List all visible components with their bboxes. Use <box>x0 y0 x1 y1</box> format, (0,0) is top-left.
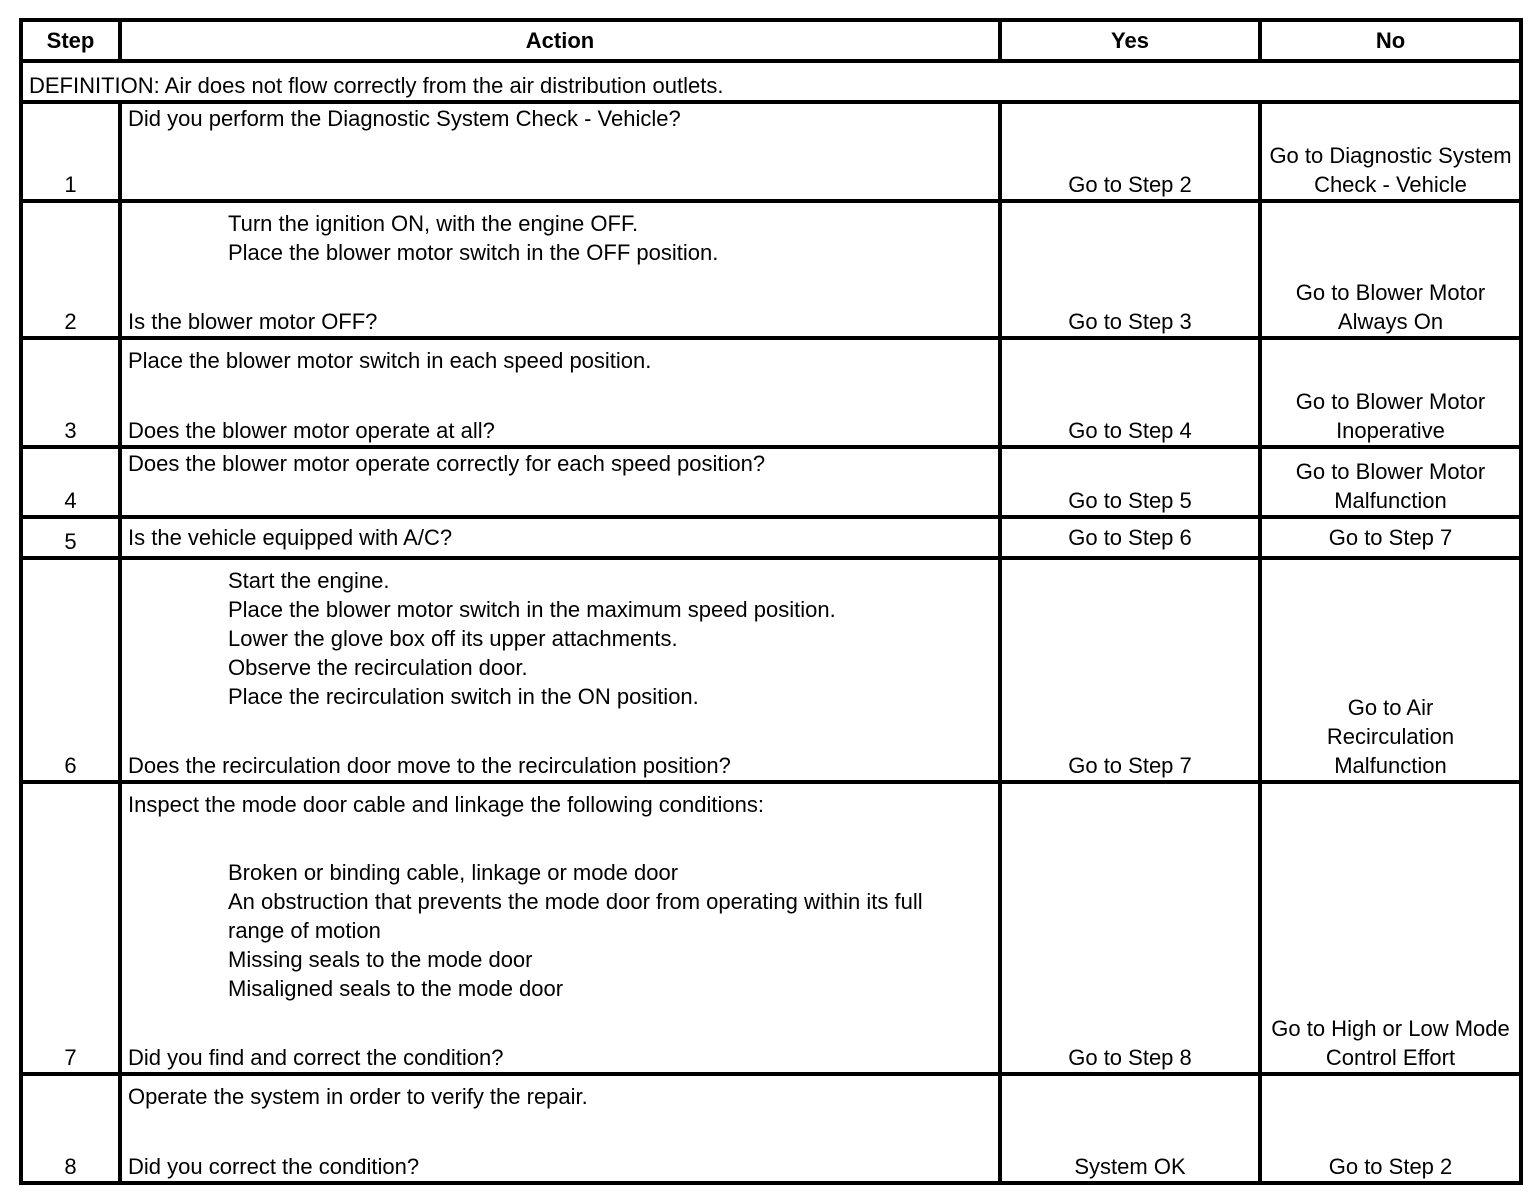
bullet-item: Observe the recirculation door. <box>228 655 528 680</box>
step-row <box>21 1074 1521 1183</box>
step-row <box>21 102 1521 201</box>
action-intro: Place the blower motor switch in each speed position. <box>128 348 652 373</box>
header-step: Step <box>21 20 120 61</box>
step-number: 4 <box>21 447 120 517</box>
action-question: Does the blower motor operate at all? <box>128 418 495 443</box>
yes-result: Go to Step 4 <box>1000 338 1260 447</box>
step-number: 7 <box>21 782 120 1074</box>
header-row <box>21 20 1521 61</box>
yes-result: Go to Step 5 <box>1000 447 1260 517</box>
action-bullets <box>128 209 992 267</box>
bullet-item: Broken or binding cable, linkage or mode door <box>228 860 679 885</box>
no-result: Go to Blower Motor Inoperative <box>1260 338 1521 447</box>
action-question: Does the recirculation door move to the recirculation position? <box>128 753 731 778</box>
step-action <box>120 338 1000 447</box>
no-result: Go to Step 7 <box>1260 517 1521 558</box>
action-intro: Is the vehicle equipped with A/C? <box>128 525 453 550</box>
step-row <box>21 782 1521 1074</box>
step-row <box>21 338 1521 447</box>
action-intro: Does the blower motor operate correctly for each speed position? <box>128 451 766 476</box>
yes-result: Go to Step 7 <box>1000 558 1260 782</box>
yes-result: Go to Step 2 <box>1000 102 1260 201</box>
header-action: Action <box>120 20 1000 61</box>
step-number: 5 <box>21 517 120 558</box>
no-result: Go to Step 2 <box>1260 1074 1521 1183</box>
definition-text: DEFINITION: Air does not flow correctly from the air distribution outlets. <box>21 61 1521 102</box>
action-intro: Inspect the mode door cable and linkage the following conditions: <box>128 792 764 817</box>
header-no: No <box>1260 20 1521 61</box>
yes-result: Go to Step 8 <box>1000 782 1260 1074</box>
header-yes: Yes <box>1000 20 1260 61</box>
definition-row <box>21 61 1521 102</box>
step-number: 2 <box>21 201 120 338</box>
bullet-item: Place the blower motor switch in the maximum speed position. <box>228 597 836 622</box>
step-number: 6 <box>21 558 120 782</box>
step-action <box>120 447 1000 517</box>
step-action <box>120 201 1000 338</box>
bullet-item: Place the recirculation switch in the ON position. <box>228 684 699 709</box>
action-intro: Operate the system in order to verify the repair. <box>128 1084 588 1109</box>
step-number: 3 <box>21 338 120 447</box>
bullet-item: Missing seals to the mode door <box>228 947 533 972</box>
step-number: 1 <box>21 102 120 201</box>
yes-result: Go to Step 6 <box>1000 517 1260 558</box>
step-action <box>120 517 1000 558</box>
step-row <box>21 517 1521 558</box>
diagnostic-table <box>19 18 1523 1185</box>
bullet-item: An obstruction that prevents the mode door from operating within its full range of motion <box>228 889 923 943</box>
step-action <box>120 102 1000 201</box>
bullet-item: Misaligned seals to the mode door <box>228 976 564 1001</box>
yes-result: Go to Step 3 <box>1000 201 1260 338</box>
yes-result: System OK <box>1000 1074 1260 1183</box>
no-result: Go to Diagnostic System Check - Vehicle <box>1260 102 1521 201</box>
no-result: Go to Blower Motor Malfunction <box>1260 447 1521 517</box>
action-question: Did you find and correct the condition? <box>128 1045 504 1070</box>
step-row <box>21 558 1521 782</box>
bullet-item: Place the blower motor switch in the OFF position. <box>228 240 719 265</box>
bullet-item: Turn the ignition ON, with the engine OFF. <box>228 211 639 236</box>
bullet-item: Start the engine. <box>228 568 390 593</box>
step-action <box>120 558 1000 782</box>
no-result: Go to Air Recirculation Malfunction <box>1260 558 1521 782</box>
no-result: Go to High or Low Mode Control Effort <box>1260 782 1521 1074</box>
action-intro: Did you perform the Diagnostic System Check - Vehicle? <box>128 106 681 131</box>
step-row <box>21 447 1521 517</box>
step-action <box>120 1074 1000 1183</box>
bullet-item: Lower the glove box off its upper attachments. <box>228 626 678 651</box>
action-bullets <box>128 566 992 711</box>
step-number: 8 <box>21 1074 120 1183</box>
action-question: Is the blower motor OFF? <box>128 309 378 334</box>
step-row <box>21 201 1521 338</box>
action-bullets <box>128 858 992 1003</box>
action-question: Did you correct the condition? <box>128 1154 420 1179</box>
no-result: Go to Blower Motor Always On <box>1260 201 1521 338</box>
step-action <box>120 782 1000 1074</box>
